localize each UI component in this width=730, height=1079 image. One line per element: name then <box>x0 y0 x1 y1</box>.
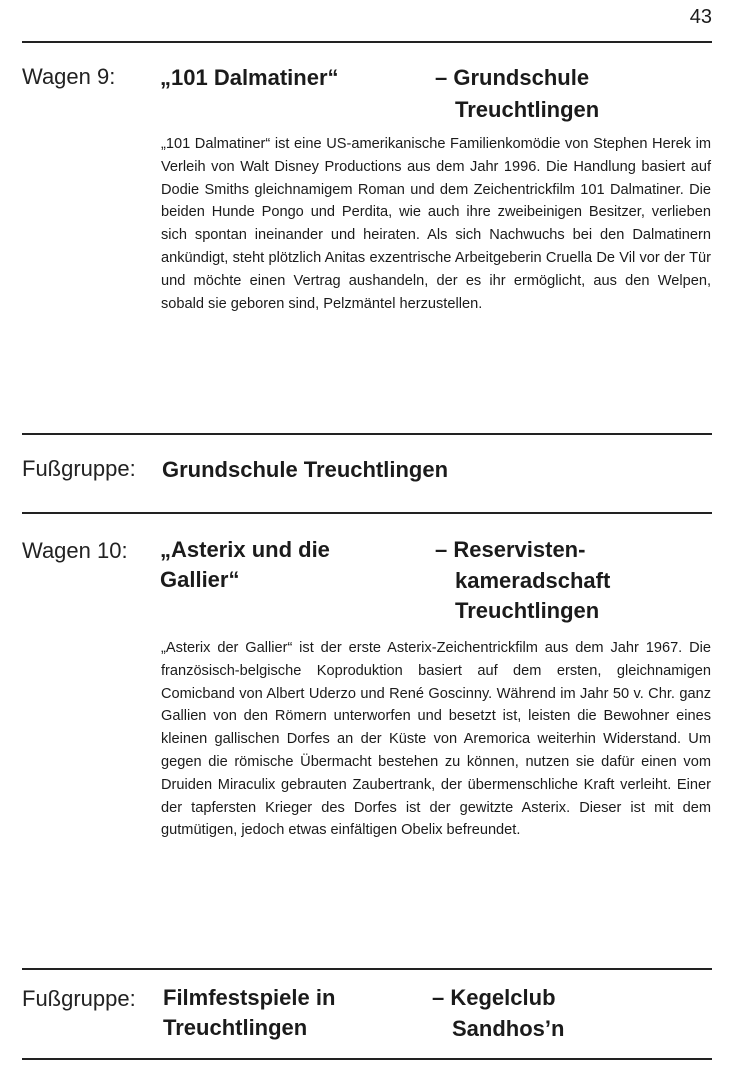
divider <box>22 968 712 970</box>
entry-org <box>435 63 589 93</box>
entry-label: Fußgruppe: <box>22 456 136 481</box>
entry-org-line: kameradschaft <box>455 568 611 593</box>
entry-org-continued <box>455 566 610 626</box>
entry-org-line: Reservisten- <box>453 537 586 562</box>
entry-title <box>160 535 330 595</box>
entry-dash: – <box>435 537 448 562</box>
entry-title <box>160 63 339 93</box>
entry-org <box>435 535 585 565</box>
entry-org-continued: Sandhos’n <box>452 1016 565 1041</box>
entry-title-line: Gallier“ <box>160 567 240 592</box>
entry-label: Fußgruppe: <box>22 986 136 1011</box>
entry-org-line: Kegelclub <box>450 985 556 1010</box>
entry-title <box>162 455 448 485</box>
entry-title-line: Filmfestspiele in <box>163 985 336 1010</box>
entry-dash: – <box>432 985 445 1010</box>
entry-org-line: Grundschule <box>453 65 590 90</box>
entry-title-line: Treuchtlingen <box>163 1015 308 1040</box>
entry-description: „Asterix der Gallier“ ist der erste Asterix-Zeichentrickfilm aus dem Jahr 1967. Die französisch-belgische Koproduktion basiert auf dem ersten, gleichnamigen Comicband von Albert Uderzo und René Goscinny. Während im Jahr 50 v. Chr. ganz Gallien von den Römern unterworfen und besetzt ist, leisten die Bewohner eines kleinen gallischen Dorfes an der Küste von Aremorica weiterhin Widerstand. Um gegen die römische Übermacht bestehen zu können, nutzen sie dafür einen vom Druiden Miraculix gebrauten Zaubertrank, der übermenschliche Kraft verleiht. Einer der tapfersten Krieger des Dorfes ist der gewitzte Asterix. Dieser ist mit dem gutmütigen, jedoch etwas einfältigen Obelix befreundet. <box>161 640 711 839</box>
divider <box>22 433 712 435</box>
divider <box>22 512 712 514</box>
entry-description: „101 Dalmatiner“ ist eine US-amerikanische Familienkomödie von Stephen Herek im Verleih von Walt Disney Productions aus dem Jahr 1996. Die Handlung basiert auf Dodie Smiths gleichnamigem Roman und dem Zeichentrickfilm 101 Dalmatiner. Die beiden Hunde Pongo und Perdita, wie auch ihre zweibeinigen Besitzer, verlieben sich spontan ineinander und heiraten. Als sich Nachwuchs bei den Dalmatinern ankündigt, steht plötzlich Anitas exzentrische Arbeitgeberin Cruella De Vil vor der Tür und möchte einen Vertrag aushandeln, der es ihr ermöglicht, aus den Welpen, sobald sie geboren sind, Pelzmäntel herzustellen. <box>161 136 711 312</box>
entry-label: Wagen 9: <box>22 64 116 89</box>
entry-title <box>163 983 335 1043</box>
entry-org <box>432 983 556 1013</box>
divider <box>22 1058 712 1060</box>
entry-dash: – <box>435 65 448 90</box>
entry-title-line: „101 Dalmatiner“ <box>160 65 339 90</box>
page-number: 43 <box>689 6 712 28</box>
entry-org-line: Treuchtlingen <box>455 598 600 623</box>
entry-label: Wagen 10: <box>22 538 128 563</box>
entry-title-line: „Asterix und die <box>160 537 330 562</box>
entry-org-continued: Treuchtlingen <box>455 97 600 122</box>
entry-title-line: Grundschule Treuchtlingen <box>162 457 449 482</box>
divider <box>22 41 712 43</box>
